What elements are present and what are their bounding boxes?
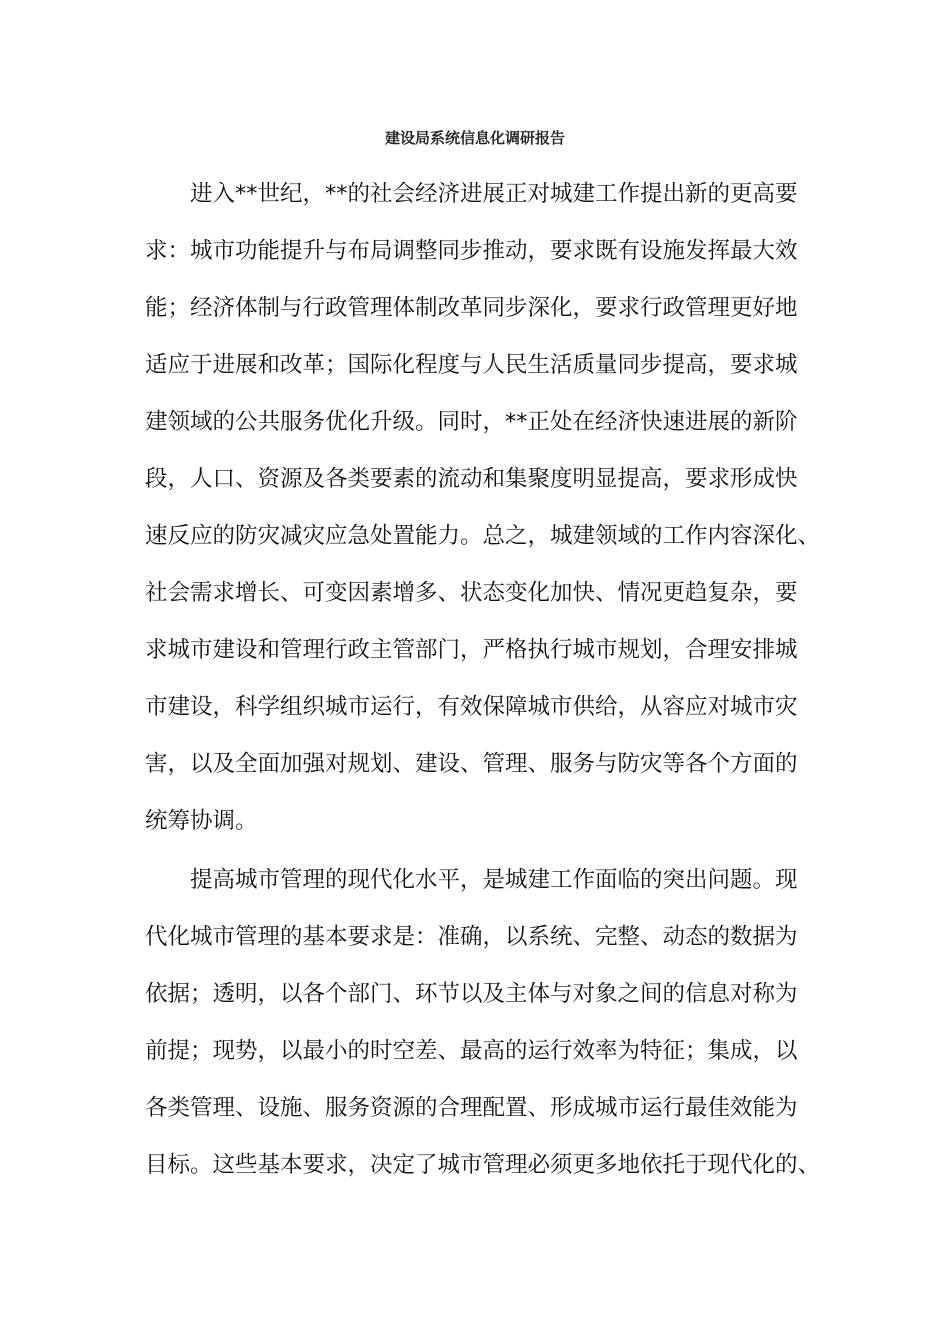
paragraph-line: 各类管理、设施、服务资源的合理配置、形成城市运行最佳效能为 <box>145 1095 798 1121</box>
paragraph-line: 求城市建设和管理行政主管部门，严格执行城市规划，合理安排城 <box>145 637 798 663</box>
paragraph-line: 能；经济体制与行政管理体制改革同步深化，要求行政管理更好地 <box>145 295 798 321</box>
paragraph-line: 前提；现势，以最小的时空差、最高的运行效率为特征；集成，以 <box>145 1038 798 1064</box>
paragraph-line: 市建设，科学组织城市运行，有效保障城市供给，从容应对城市灾 <box>145 694 798 720</box>
paragraph-line: 适应于进展和改革；国际化程度与人民生活质量同步提高，要求城 <box>145 352 798 378</box>
paragraph-line: 统筹协调。 <box>145 808 258 834</box>
paragraph-line: 速反应的防灾减灾应急处置能力。总之，城建领域的工作内容深化、 <box>145 523 821 549</box>
paragraph-line: 提高城市管理的现代化水平，是城建工作面临的突出问题。现 <box>190 867 798 893</box>
paragraph-line: 社会需求增长、可变因素增多、状态变化加快、情况更趋复杂，要 <box>145 580 798 606</box>
paragraph-line: 害，以及全面加强对规划、建设、管理、服务与防灾等各个方面的 <box>145 751 798 777</box>
paragraph-line: 求：城市功能提升与布局调整同步推动，要求既有设施发挥最大效 <box>145 238 798 264</box>
document-title: 建设局系统信息化调研报告 <box>384 129 565 147</box>
paragraph-line: 代化城市管理的基本要求是：准确，以系统、完整、动态的数据为 <box>145 924 798 950</box>
paragraph-line: 进入**世纪，**的社会经济进展正对城建工作提出新的更高要 <box>190 181 798 207</box>
paragraph-2 <box>145 852 825 1194</box>
paragraph-line: 建领域的公共服务优化升级。同时，**正处在经济快速进展的新阶 <box>145 409 798 435</box>
paragraph-line: 目标。这些基本要求，决定了城市管理必须更多地依托于现代化的、 <box>145 1152 821 1178</box>
paragraph-1 <box>145 166 825 850</box>
paragraph-line: 段，人口、资源及各类要素的流动和集聚度明显提高，要求形成快 <box>145 466 798 492</box>
paragraph-line: 依据；透明，以各个部门、环节以及主体与对象之间的信息对称为 <box>145 981 798 1007</box>
